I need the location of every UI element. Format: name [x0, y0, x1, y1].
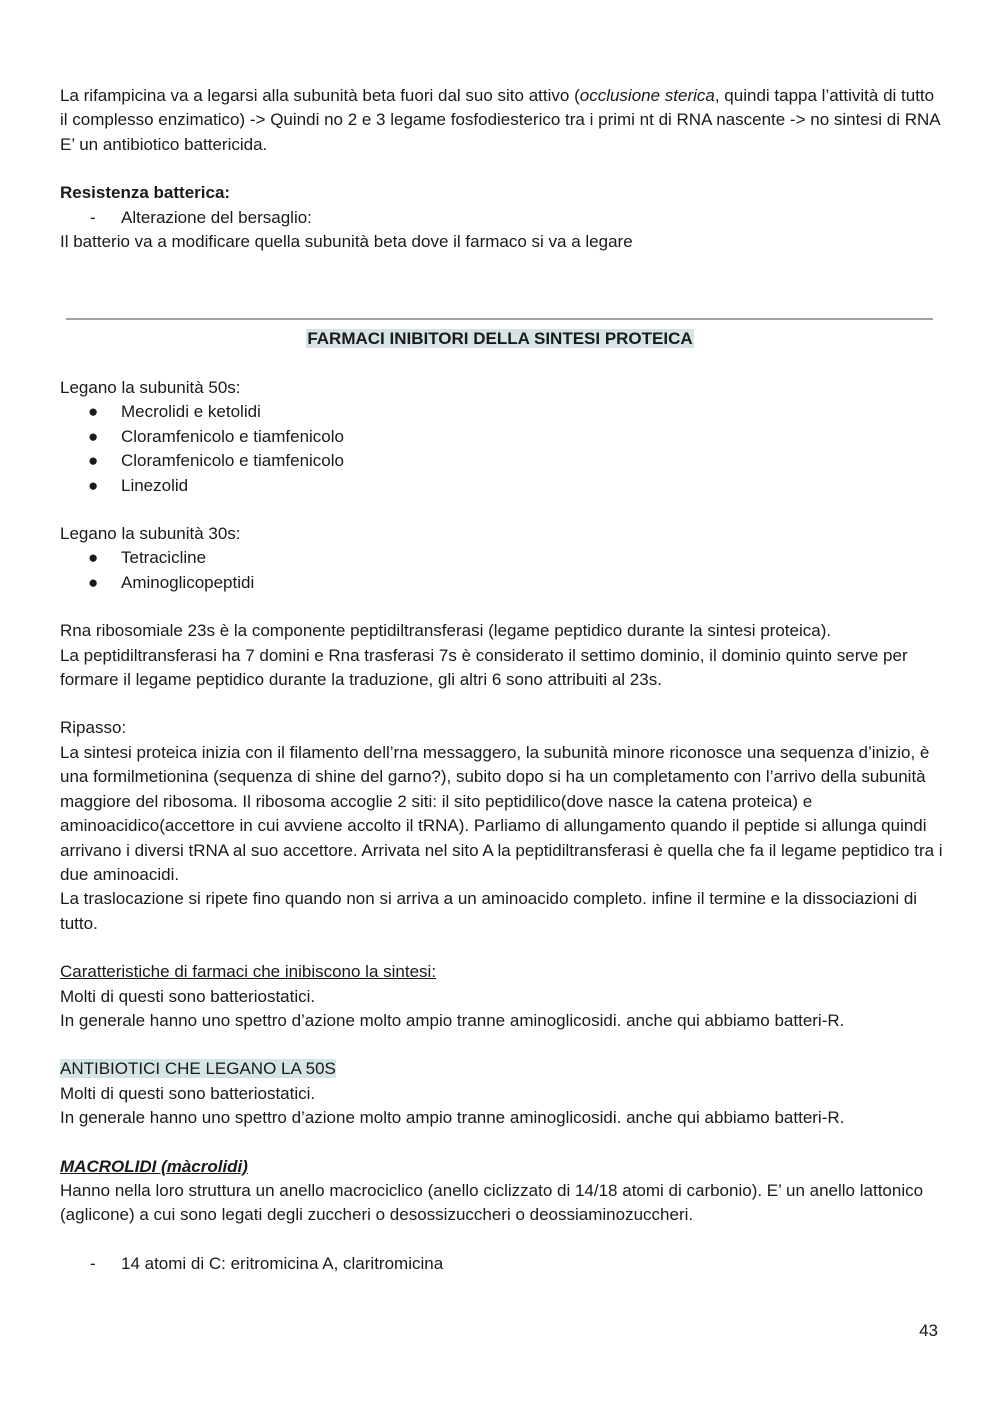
bullet-marker: ●: [88, 572, 99, 592]
bullet-marker: ●: [88, 548, 99, 568]
document-body-main: [60, 376, 945, 1276]
dash-marker: -: [90, 1253, 96, 1273]
resistance-text: Il batterio va a modificare quella subunità beta dove il farmaco si va a legare: [60, 232, 633, 252]
bind50-heading: Legano la subunità 50s:: [60, 378, 241, 397]
macrolides-list-item: - 14 atomi di C: eritromicina A, claritromicina: [60, 1252, 945, 1276]
steric-occlusion-term: occlusione sterica: [579, 86, 715, 105]
bullet-marker: ●: [88, 402, 99, 422]
horizontal-rule: [66, 318, 933, 320]
antibiotics50-line-1: Molti di questi sono batteriostatici.: [60, 1083, 316, 1103]
list-item: ● Aminoglicopeptidi: [60, 571, 945, 595]
resistance-heading: Resistenza batterica:: [60, 183, 231, 203]
antibiotics50-heading: ANTIBIOTICI CHE LEGANO LA 50S: [60, 1059, 336, 1079]
review-paragraph-1: La sintesi proteica inizia con il filamento dell’rna messaggero, la subunità minore riconosce una sequenza d’inizio, è una formilmetionina (sequenza di shine del garno?), subito dopo si ha un completamento con l’arrivo della subunità maggiore del ribosoma. Il ribosoma accoglie 2 siti: il sito peptidilico(dove nasce la catena proteica) e aminoacidico(accettore in cui avviene accolto il tRNA). Parliamo di allungamento quando il peptide si allunga quindi arrivano i diversi tRNA al suo accettore. Arrivata nel sito A la peptidiltransferasi è quella che fa il legame peptidico tra i due aminoacidi.: [60, 742, 943, 884]
section-title: FARMACI INIBITORI DELLA SINTESI PROTEICA: [307, 329, 693, 348]
list-item: ● Cloramfenicolo e tiamfenicolo: [60, 449, 945, 473]
characteristics-line-2: In generale hanno uno spettro d’azione molto ampio tranne aminoglicosidi. anche qui abbiamo batteri-R.: [60, 1010, 845, 1030]
characteristics-heading: Caratteristiche di farmaci che inibiscono la sintesi:: [60, 962, 437, 982]
macrolides-text: Hanno nella loro struttura un anello macrociclico (anello ciclizzato di 14/18 atomi di carbonio). E’ un anello lattonico (aglicone) a cui sono legati degli zuccheri o desossizuccheri o deossiaminozuccheri.: [60, 1180, 924, 1225]
review-heading: Ripasso:: [60, 718, 127, 738]
antibiotics50-line-2: In generale hanno uno spettro d’azione molto ampio tranne aminoglicosidi. anche qui abbiamo batteri-R.: [60, 1108, 845, 1128]
rifampicin-paragraph: La rifampicina va a legarsi alla subunità beta fuori dal suo sito attivo (occlusione sterica, quindi tappa l’attività di tutto il complesso enzimatico) -> Quindi no 2 e 3 legame fosfodiesterico tra i primi nt di RNA nascente -> no sintesi di RNA: [60, 86, 941, 130]
dash-marker: -: [90, 207, 96, 227]
resistance-list-item: - Alterazione del bersaglio:: [60, 206, 945, 230]
bullet-marker: ●: [88, 451, 99, 471]
review-paragraph-2: La traslocazione si ripete fino quando non si arriva a un aminoacido completo. infine il termine e la dissociazioni di tutto.: [60, 889, 918, 933]
list-item: ● Mecrolidi e ketolidi: [60, 400, 945, 424]
bullet-marker: ●: [88, 426, 99, 446]
characteristics-line-1: Molti di questi sono batteriostatici.: [60, 986, 316, 1006]
list-item: ● Linezolid: [60, 474, 945, 498]
list-item: ● Tetracicline: [60, 546, 945, 570]
page-number: 43: [919, 1321, 938, 1340]
list-item: ● Cloramfenicolo e tiamfenicolo: [60, 425, 945, 449]
bullet-marker: ●: [88, 475, 99, 495]
document-body-top: [60, 84, 945, 254]
rrna-line-1: Rna ribosomiale 23s è la componente peptidiltransferasi (legame peptidico durante la sintesi proteica).: [60, 621, 832, 641]
bactericidal-line: E’ un antibiotico battericida.: [60, 134, 268, 154]
bind30-heading: Legano la subunità 30s:: [60, 524, 241, 544]
rrna-line-2: La peptidiltransferasi ha 7 domini e Rna trasferasi 7s è considerato il settimo dominio, il dominio quinto serve per formare il legame peptidico durante la traduzione, gli altri 6 sono attribuiti al 23s.: [60, 645, 908, 690]
macrolides-heading: MACROLIDI (màcrolidi): [60, 1156, 248, 1176]
